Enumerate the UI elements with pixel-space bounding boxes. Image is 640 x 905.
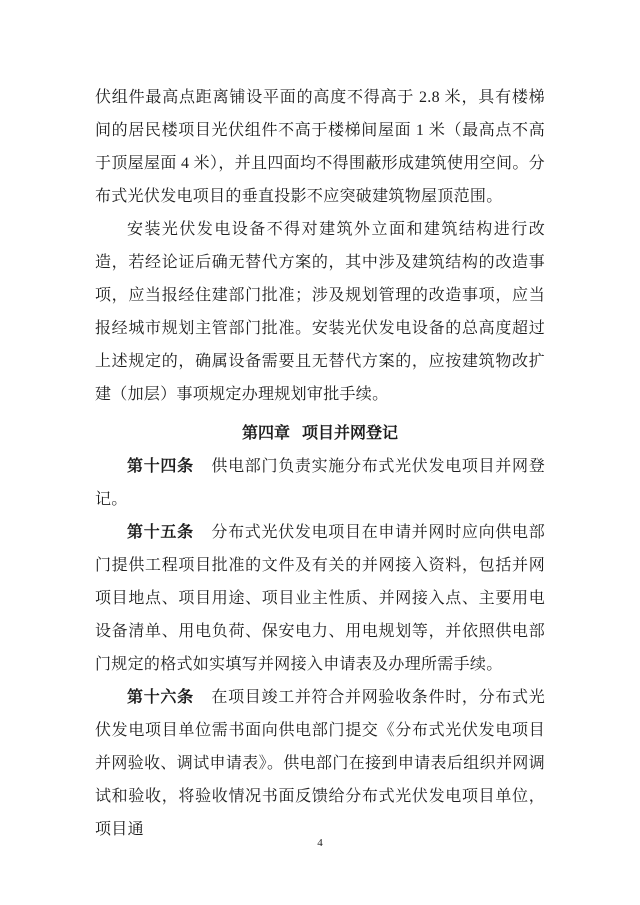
page-number: 4 <box>317 837 323 849</box>
document-body <box>95 81 545 846</box>
article-15 <box>95 516 545 681</box>
article-15-label: 第十五条 <box>127 524 194 541</box>
article-15-text: 分布式光伏发电项目在申请并网时应向供电部门提供工程项目批准的文件及有关的并网接入资料，包括并网项目地点、项目用途、项目业主性质、并网接入点、主要用电设备清单、用电负荷、保安电力、用电规划等，并依照供电部门规定的格式如实填写并网接入申请表及办理所需手续。 <box>95 524 545 673</box>
article-14-label: 第十四条 <box>127 458 194 475</box>
article-16 <box>95 681 545 846</box>
article-14 <box>95 450 545 516</box>
article-16-label: 第十六条 <box>127 689 194 706</box>
article-14-text: 供电部门负责实施分布式光伏发电项目并网登记。 <box>95 458 545 508</box>
paragraph-continuation: 伏组件最高点距离铺设平面的高度不得高于 2.8 米，具有楼梯间的居民楼项目光伏组件不高于楼梯间屋面 1 米（最高点不高于顶屋屋面 4 米），并且四面均不得围蔽形成建筑使用空间。分布式光伏发电项目的垂直投影不应突破建筑物屋顶范围。 <box>95 89 545 205</box>
chapter-heading: 第四章 项目并网登记 <box>241 425 398 442</box>
article-16-text: 在项目竣工并符合并网验收条件时，分布式光伏发电项目单位需书面向供电部门提交《分布式光伏发电项目并网验收、调试申请表》。供电部门在接到申请表后组织并网调试和验收，将验收情况书面反馈给分布式光伏发电项目单位，项目通 <box>95 689 545 838</box>
paragraph-install-rules: 安装光伏发电设备不得对建筑外立面和建筑结构进行改造，若经论证后确无替代方案的，其中涉及建筑结构的改造事项，应当报经住建部门批准；涉及规划管理的改造事项，应当报经城市规划主管部门批准。安装光伏发电设备的总高度超过上述规定的，确属设备需要且无替代方案的，应按建筑物改扩建（加层）事项规定办理规划审批手续。 <box>95 221 545 403</box>
